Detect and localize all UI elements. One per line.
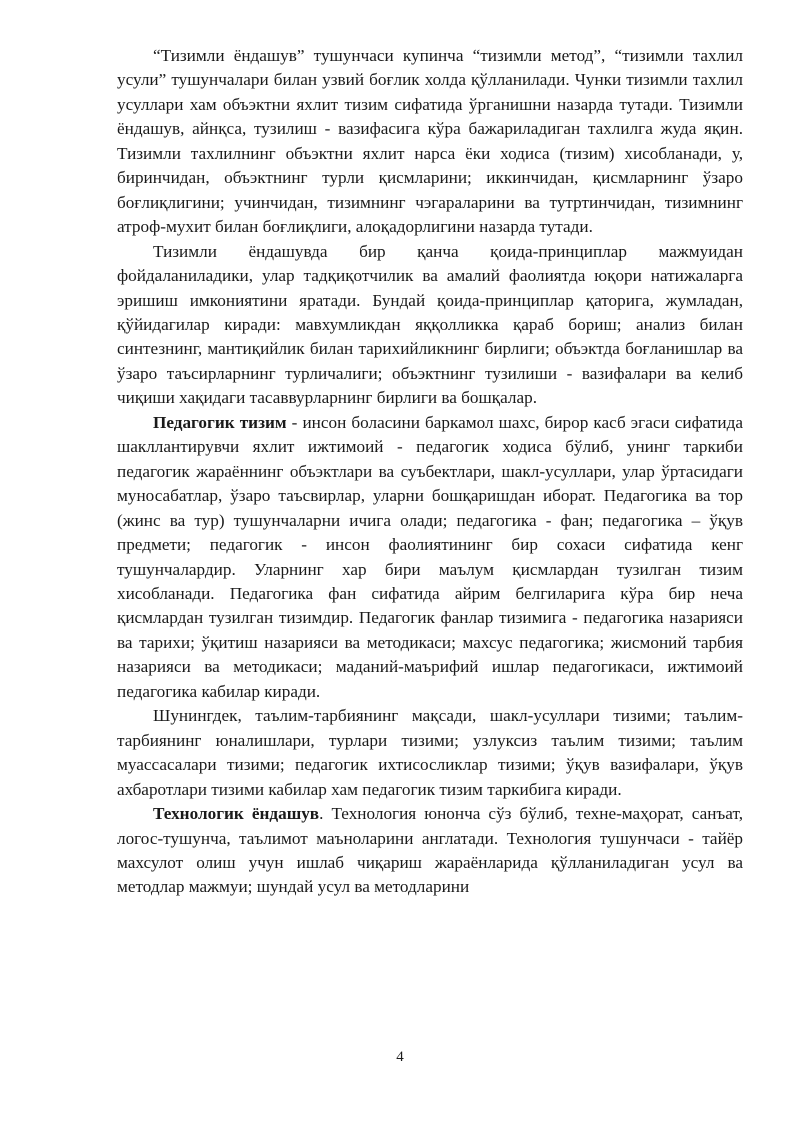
paragraph-lead-term: Технологик ёндашув [153,804,320,824]
paragraph-also [117,704,743,802]
paragraph-principles [117,240,743,411]
paragraph-lead-term: Педагогик тизим [153,412,287,432]
page-number: 4 [396,1049,404,1065]
paragraph-text: - инсон боласини баркамол шахс, бирор касб эгаси сифатида шакллантирувчи яхлит ижтимоий - педагогик ходиса бўлиб, унинг таркиби педагогик жараённинг объэктлари ва суъбектлари, шакл-усуллари, улар ўртасидаги муносабатлар, ўзаро таъсвирлар, уларни бошқаришдан иборат. Педагогика ва тор (жинс ва тур) тушунчаларни ичига олади; педагогика - фан; педагогика – ўқув предмети; педагогик - инсон фаолиятининг бир сохаси сифатида кенг тушунчалардир. Уларнинг хар бири маълум қисмлардан тузилган тизим хисобланади. Педагогика фан сифатида айрим белгиларига кўра бир неча қисмлардан тузилган тизимдир. Педагогик фанлар тизимига - педагогика назарияси ва тарихи; ўқитиш назарияси ва методикаси; махсус педагогика; жисмоний тарбия назарияси ва методикаси; маданий-маърифий ишлар педагогикаси, ижтимоий педагогика кабилар киради. [117,412,743,701]
paragraph-text: . Технология юнонча сўз бўлиб, техне-маҳорат, санъат, логос-тушунча, таълимот маъноларини англатади. Технология тушунчаси - тайёр махсулот олиш учун ишлаб чиқариш жараёнларида қўлланиладиган усул ва методлар мажмуи; шундай усул ва методларини [117,804,743,897]
document-page [117,44,743,900]
paragraph-text: Шунингдек, таълим-тарбиянинг мақсади, шакл-усуллари тизими; таълим-тарбиянинг юналишлари, турлари тизими; узлуксиз таълим тизими; таълим муассасалари тизими; педагогик ихтисосликлар тизими; ўқув вазифалари, ўқув ахбаротлари тизими кабилар хам педагогик тизим таркибига киради. [117,706,743,799]
paragraph-systemic-approach [117,44,743,240]
paragraph-text: “Тизимли ёндашув” тушунчаси купинча “тизимли метод”, “тизимли тахлил усули” тушунчалари билан узвий боғлик холда қўлланилади. Чунки тизимли тахлил усуллари хам объэктни яхлит тизим сифатида ўрганишни назарда тутади. Тизимли ёндашув, айнқса, тузилиш - вазифасига кўра бажариладиган тахлилга жуда яқин. Тизимли тахлилнинг объэктни яхлит нарса ёки ходиса (тизим) хисобланади, у, биринчидан, объэктнинг турли қисмларини; иккинчидан, қисмларнинг ўзаро боғлиқлигини; учинчидан, тизимнинг чэгараларини ва тутртинчидан, тизимнинг атроф-мухит билан боғлиқлиги, алоқадорлигини назарда тутади. [117,46,743,237]
paragraph-pedagogical-system [117,411,743,704]
paragraph-text: Тизимли ёндашувда бир қанча қоида-принциплар мажмуидан фойдаланиладики, улар тадқиқотчилик ва амалий фаолиятда юқори натижаларга эришиш имкониятини яратади. Бундай қоида-принциплар қаторига, жумладан, қўйидагилар киради: мавхумликдан яққолликка қараб бориш; анализ билан синтезнинг, мантиқийлик билан тарихийликнинг бирлиги; объэктда боғланишлар ва ўзаро таъсирларнинг турличалиги; объэктнинг тузилиши - вазифалари ва келиб чиқиши хақидаги тасаввурларнинг бирлиги ва бошқалар. [117,241,743,408]
paragraph-technological-approach [117,802,743,900]
